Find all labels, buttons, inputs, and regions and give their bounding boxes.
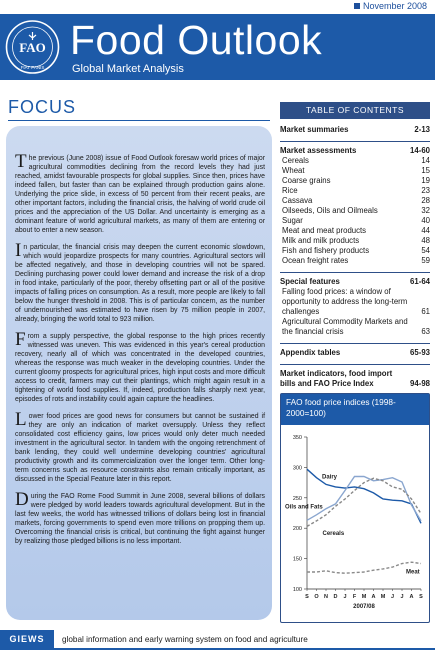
toc-section-page: 61-64 <box>410 277 430 286</box>
chart-plot <box>281 425 429 622</box>
focus-paragraph <box>15 489 265 546</box>
publication-subtitle: Global Market Analysis <box>72 63 184 75</box>
toc-section-title: Appendix tables <box>280 348 341 357</box>
toc-item-label: Ocean freight rates <box>282 256 349 265</box>
toc-section[interactable] <box>280 125 430 135</box>
x-tick-label: M <box>361 594 367 600</box>
toc-section-page: 2-13 <box>414 125 430 134</box>
x-tick-label: F <box>352 594 357 600</box>
toc-divider <box>280 364 430 365</box>
toc-item-label: Sugar <box>282 216 303 225</box>
toc-item-page: 15 <box>421 166 430 175</box>
y-tick-label: 200 <box>292 526 302 533</box>
toc-section[interactable] <box>280 348 430 358</box>
toc-item-page: 61 <box>421 307 430 316</box>
toc-section-page: 94-98 <box>410 379 430 388</box>
toc-item[interactable] <box>280 166 430 176</box>
toc-item[interactable] <box>280 226 430 236</box>
toc-item-label: Wheat <box>282 166 305 175</box>
drop-cap: L <box>15 409 27 430</box>
series-label: Oils and Fats <box>285 504 323 511</box>
fao-logo-motto: FIAT PANIS <box>20 65 45 70</box>
series-label: Meat <box>406 569 420 576</box>
issue-date-text: November 2008 <box>362 1 427 11</box>
toc-item-page: 59 <box>421 256 430 265</box>
toc-item-label: Oilseeds, Oils and Oilmeals <box>282 206 378 215</box>
x-tick-label: M <box>380 594 386 600</box>
x-tick-label: O <box>314 594 319 600</box>
focus-divider <box>8 120 270 121</box>
focus-paragraph <box>15 409 265 484</box>
date-bar <box>0 0 435 14</box>
toc-item-page: 23 <box>421 186 430 195</box>
toc-item-label: Fish and fishery products <box>282 246 370 255</box>
y-tick-label: 300 <box>292 465 302 472</box>
price-index-chart <box>280 393 430 623</box>
toc-divider <box>280 343 430 344</box>
toc-item[interactable] <box>280 287 430 317</box>
focus-paragraph <box>15 240 265 324</box>
toc-heading: TABLE OF CONTENTS <box>280 102 430 119</box>
x-tick-label: J <box>400 594 404 600</box>
table-of-contents <box>280 121 430 396</box>
footer-tagline: global information and early warning system on food and agriculture <box>62 634 308 644</box>
toc-section-page: 65-93 <box>410 348 430 357</box>
x-tick-label: S <box>419 594 423 600</box>
toc-item-page: 54 <box>421 246 430 255</box>
toc-item-page: 14 <box>421 156 430 165</box>
series-line-meat <box>307 562 421 576</box>
x-tick-label: J <box>343 594 347 600</box>
x-tick-label: J <box>390 594 395 600</box>
toc-item[interactable] <box>280 256 430 266</box>
toc-item[interactable] <box>280 186 430 196</box>
fao-logo <box>5 18 60 76</box>
toc-divider <box>280 272 430 273</box>
toc-item-page: 48 <box>421 236 430 245</box>
toc-section-title: Market assessments <box>280 146 357 155</box>
issue-date <box>354 1 427 11</box>
toc-item[interactable] <box>280 216 430 226</box>
toc-item-page: 40 <box>421 216 430 225</box>
toc-divider <box>280 141 430 142</box>
toc-item-page: 28 <box>421 196 430 205</box>
toc-item[interactable] <box>280 236 430 246</box>
focus-panel <box>6 126 272 620</box>
y-tick-label: 150 <box>292 556 302 563</box>
toc-item-label: Agricultural Commodity Markets and the financial crisis <box>282 317 408 336</box>
y-tick-label: 350 <box>292 435 302 441</box>
drop-cap: F <box>15 329 26 350</box>
focus-title: FOCUS <box>8 97 76 117</box>
y-tick-label: 100 <box>292 587 302 593</box>
footer-rule <box>0 648 435 650</box>
toc-section-page: 14-60 <box>410 146 430 155</box>
paragraph-text: uring the FAO Rome Food Summit in June 2008, several billions of dollars were pledged by world leaders towards agricultural development. But in the last few weeks, the world has witnessed trillions of dollars being lost in financial markets, forcing governments to spend even more trillions on propping them up. Overcoming the financial crisis is critical, but continuing the fight against hunger by realizing those pledged billions is no less important. <box>15 493 265 545</box>
toc-item[interactable] <box>280 156 430 166</box>
toc-section-title: Market indicators, food import bills and FAO Price Index <box>280 369 393 388</box>
toc-item-page: 44 <box>421 226 430 235</box>
square-bullet-icon <box>354 3 360 9</box>
focus-paragraph <box>15 151 265 235</box>
toc-item[interactable] <box>280 246 430 256</box>
drop-cap: T <box>15 151 27 172</box>
toc-section-title: Special features <box>280 277 340 286</box>
toc-item-label: Cereals <box>282 156 309 165</box>
toc-item[interactable] <box>280 196 430 206</box>
x-tick-label: S <box>305 594 309 600</box>
masthead <box>0 14 435 80</box>
toc-section[interactable] <box>280 369 430 389</box>
publication-title: Food Outlook <box>70 17 323 63</box>
giews-badge: GIEWS <box>0 630 54 648</box>
toc-item-page: 63 <box>421 327 430 336</box>
footer <box>0 630 435 648</box>
drop-cap: D <box>15 489 29 510</box>
series-label: Dairy <box>322 474 338 481</box>
toc-item-label: Rice <box>282 186 298 195</box>
toc-item[interactable] <box>280 317 430 337</box>
toc-item[interactable] <box>280 206 430 216</box>
x-axis-label: 2007/08 <box>353 604 375 610</box>
toc-item-label: Coarse grains <box>282 176 331 185</box>
toc-item-label: Falling food prices: a window of opportunity to address the long-term challenges <box>282 287 408 316</box>
x-tick-label: D <box>333 594 338 600</box>
x-tick-label: A <box>409 594 414 600</box>
paragraph-text: rom a supply perspective, the global response to the high prices recently witnessed was uneven. This was evidenced in this year's cereal production recovery, nearly all of which was concentrated in the developed countries, whereas the response was much weaker in the developing countries. Under the current gloomy prospects for agricultural prices, high input costs and more difficult access to credit, farmers may cut their plantings, which might again result in a tightening of world food supplies. If, indeed, production falls sharply next year, episodes of rots and instability could again capture the headlines. <box>15 333 265 403</box>
focus-paragraph <box>15 329 265 404</box>
toc-item-label: Milk and milk products <box>282 236 360 245</box>
series-label: Cereals <box>322 530 345 537</box>
paragraph-text: n particular, the financial crisis may deepen the current economic slowdown, which would jeopardize prospects for many countries. Agricultural sectors will be affected negatively, and those in developing countries will not be spared. Declining purchasing power could lower demand and increase the risk of a drop in food intake, particularly of the poor, thereby offsetting part or all of the positive impacts of falling prices on consumption. As a result, more people are likely to fall below the hunger threshold in 2008. This is of particular concern, as the number of undernourished was estimated to have risen by 75 million people in 2007, already, bringing the world total to 923 million. <box>15 244 265 323</box>
x-tick-label: N <box>324 594 328 600</box>
chart-title: FAO food price indices (1998-2000=100) <box>281 394 429 425</box>
toc-section[interactable] <box>280 146 430 156</box>
fao-logo-letters: FAO <box>19 40 46 55</box>
toc-item-page: 32 <box>421 206 430 215</box>
y-tick-label: 250 <box>292 495 302 502</box>
drop-cap: I <box>15 240 22 261</box>
toc-section[interactable] <box>280 277 430 287</box>
toc-section-title: Market summaries <box>280 125 349 134</box>
toc-item-label: Meat and meat products <box>282 226 367 235</box>
toc-item-page: 19 <box>421 176 430 185</box>
paragraph-text: he previous (June 2008) issue of Food Outlook foresaw world prices of major agricultural commodities declining from the record levels they had just reached, amidst favourable prospects for global supplies. Since then, prices have indeed fallen, but faster than can be explained through production gains alone. Underlying the price slide, in excess of 50 percent from their recent peaks, are other important factors, including the financial crisis, the halving of world crude oil prices and the appreciation of the US Dollar. And uncertainty is emerging as a dominant feature of world agricultural markets, as many of them are entering or about to enter a new season. <box>15 155 265 234</box>
toc-item[interactable] <box>280 176 430 186</box>
toc-item-label: Cassava <box>282 196 313 205</box>
paragraph-text: ower food prices are good news for consumers but cannot be sustained if they are only an indication of market oversupply. Unless they reflect consolidated cost efficiency gains, low prices would only deter much needed investment in the agricultural sector. In tandem with the ongoing retrenchment of bank lending, they could well undermine developing countries' agricultural productivity growth and its commercialization over the longer term. Other long-term concerns such as resource constraints also remain critically important, as discussed in the Special Feature later in this report. <box>15 413 265 483</box>
x-tick-label: A <box>371 594 376 600</box>
